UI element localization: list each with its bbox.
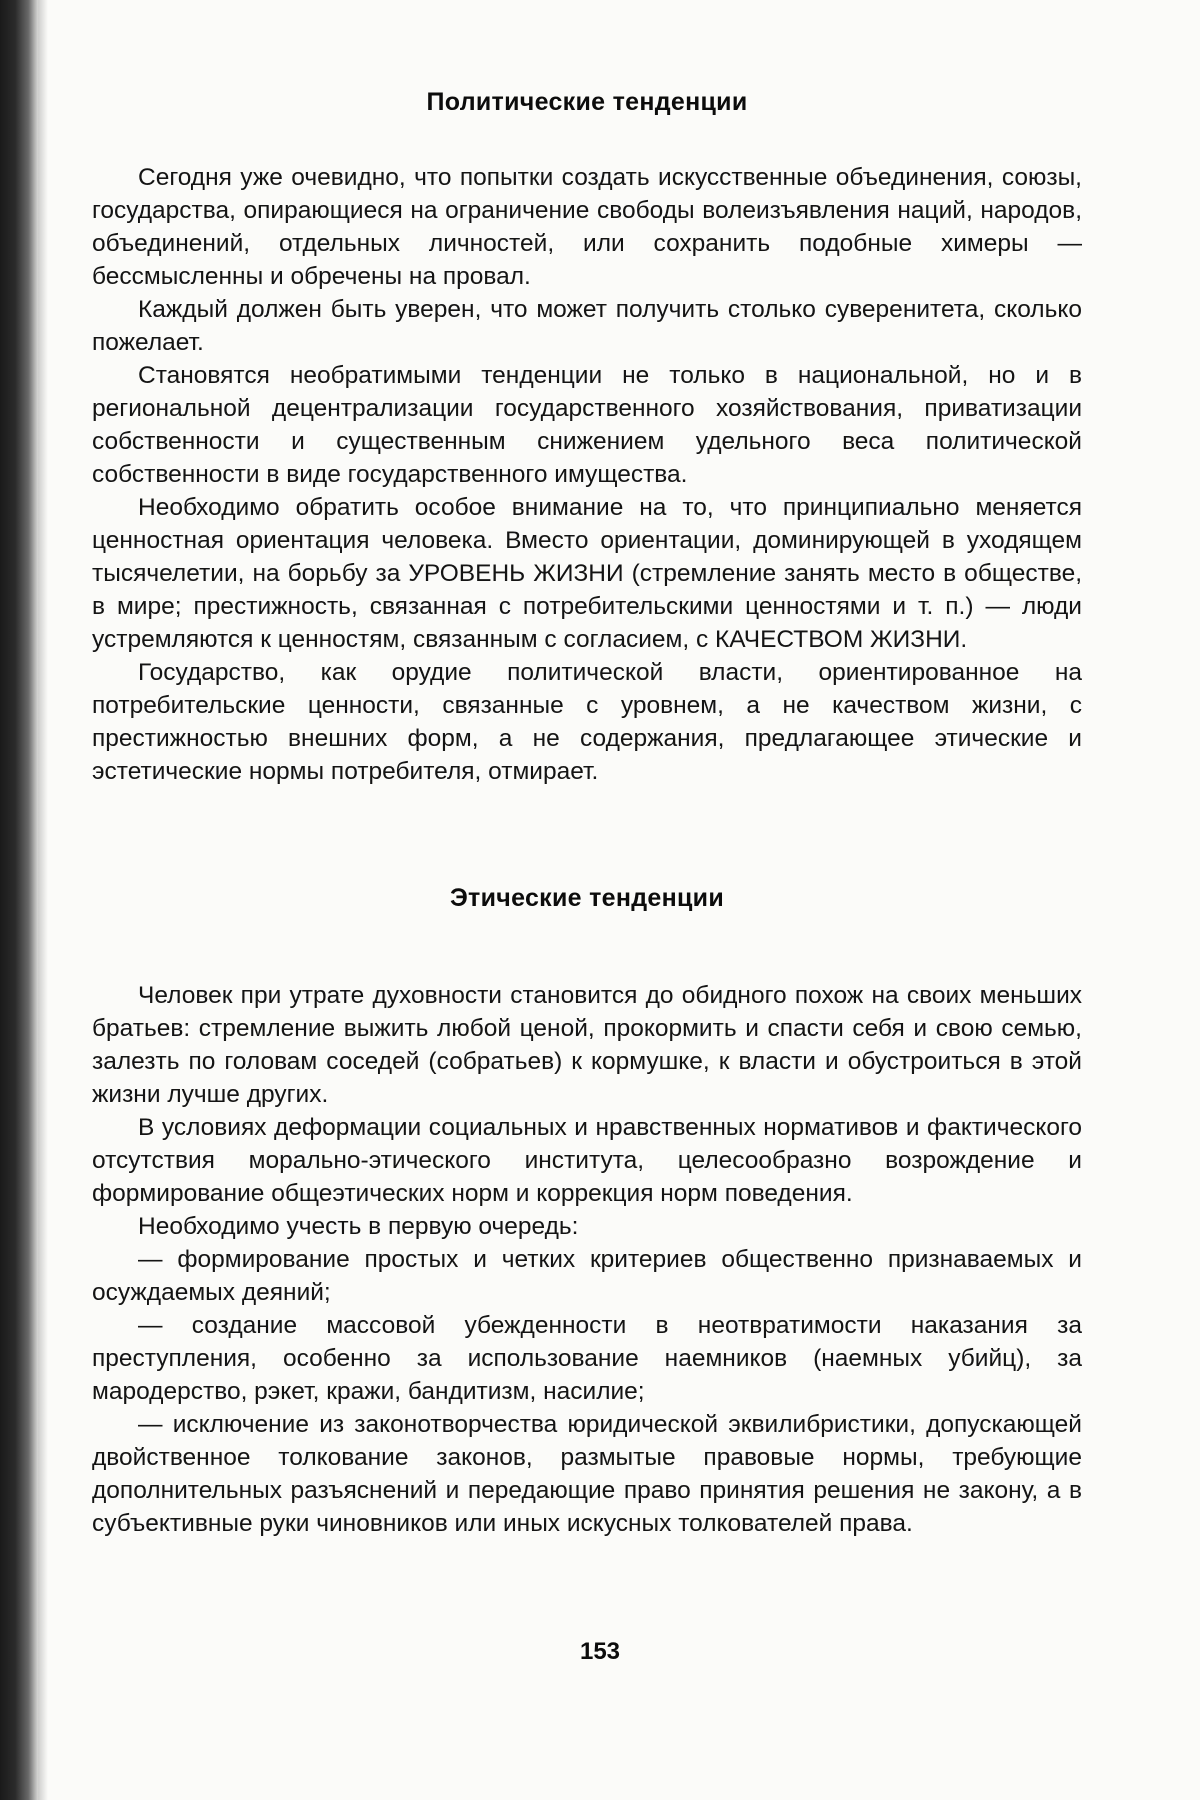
- binding-edge: [38, 0, 48, 1800]
- section-title-ethical: Этические тенденции: [92, 884, 1082, 913]
- list-item: — формирование простых и четких критериев общественно признаваемых и осуждаемых деяний;: [92, 1243, 1082, 1309]
- section-body-political: [92, 161, 1082, 788]
- paragraph: Сегодня уже очевидно, что попытки создать искусственные объединения, союзы, государства, опирающиеся на ограничение свободы волеизъявления наций, народов, объединений, отдельных личностей, или сохранить подобные химеры — бессмысленны и обречены на провал.: [92, 161, 1082, 293]
- paragraph: Становятся необратимыми тенденции не только в национальной, но и в региональной децентрализации государственного хозяйствования, приватизации собственности и существенным снижением удельного веса политической собственности в виде государственного имущества.: [92, 359, 1082, 491]
- page-content: [92, 88, 1082, 1540]
- paragraph: Необходимо учесть в первую очередь:: [92, 1210, 1082, 1243]
- list-item: — создание массовой убежденности в неотвратимости наказания за преступления, особенно за использование наемников (наемных убийц), за мародерство, рэкет, кражи, бандитизм, насилие;: [92, 1309, 1082, 1408]
- book-binding-shadow: [0, 0, 38, 1800]
- section-body-ethical: [92, 979, 1082, 1540]
- paragraph: Человек при утрате духовности становится до обидного похож на своих меньших братьев: стремление выжить любой ценой, прокормить и спасти себя и свою семью, залезть по головам соседей (собратьев) к кормушке, к власти и обустроиться в этой жизни лучше других.: [92, 979, 1082, 1111]
- list-item: — исключение из законотворчества юридической эквилибристики, допускающей двойственное толкование законов, размытые правовые нормы, требующие дополнительных разъяснений и передающие право принятия решения не закону, а в субъективные руки чиновников или иных искусных толкователей права.: [92, 1408, 1082, 1540]
- paragraph: Необходимо обратить особое внимание на то, что принципиально меняется ценностная ориентация человека. Вместо ориентации, доминирующей в уходящем тысячелетии, на борьбу за УРОВЕНЬ ЖИЗНИ (стремление занять место в обществе, в мире; престижность, связанная с потребительскими ценностями и т. п.) — люди устремляются к ценностям, связанным с согласием, с КАЧЕСТВОМ ЖИЗНИ.: [92, 491, 1082, 656]
- section-title-political: Политические тенденции: [92, 88, 1082, 117]
- paragraph: В условиях деформации социальных и нравственных нормативов и фактического отсутствия морально-этического института, целесообразно возрождение и формирование общеэтических норм и коррекция норм поведения.: [92, 1111, 1082, 1210]
- page-number: 153: [0, 1638, 1200, 1666]
- book-page: [0, 0, 1200, 1800]
- paragraph: Каждый должен быть уверен, что может получить столько суверенитета, сколько пожелает.: [92, 293, 1082, 359]
- paragraph: Государство, как орудие политической власти, ориентированное на потребительские ценности, связанные с уровнем, а не качеством жизни, с престижностью внешних форм, а не содержания, предлагающее этические и эстетические нормы потребителя, отмирает.: [92, 656, 1082, 788]
